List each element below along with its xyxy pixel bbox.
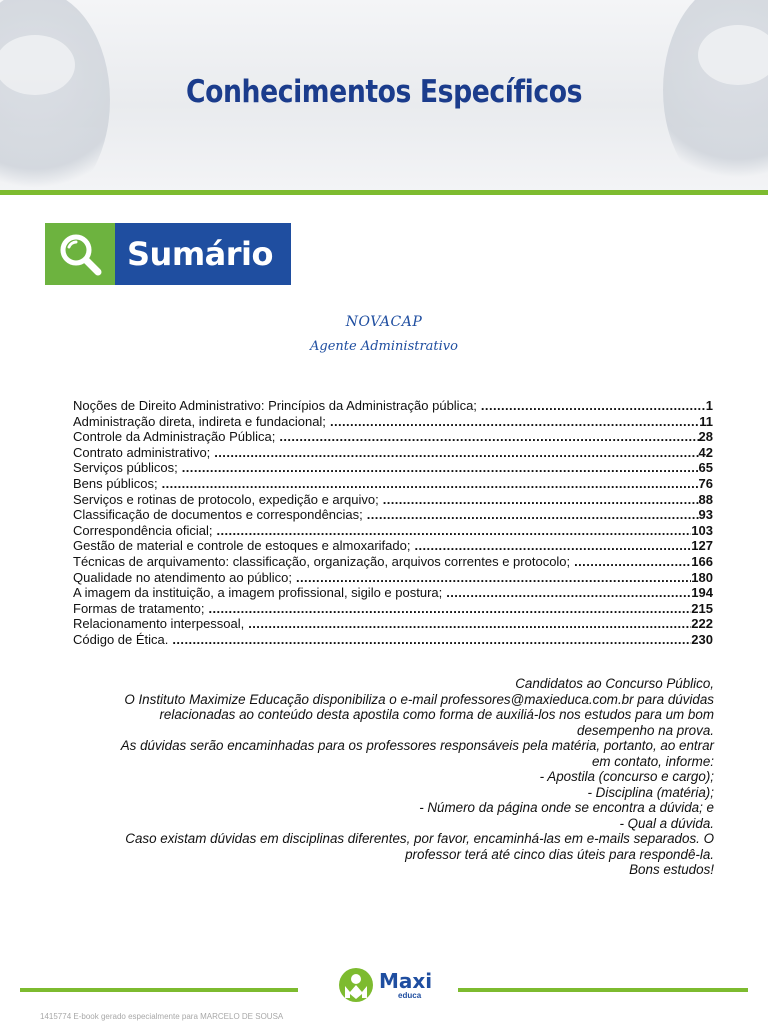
toc-leader-dots [214,445,698,461]
toc-item-page: 103 [691,522,713,538]
toc-leader-dots [574,554,691,570]
toc-item-title: Controle da Administração Pública; [73,429,276,445]
toc-item-page: 222 [691,616,713,632]
toc-leader-dots [383,492,699,508]
toc-item-page: 93 [698,507,713,523]
notice-line: Bons estudos! [629,862,714,877]
sumario-banner [45,223,291,285]
logo-wordmark [379,968,433,1000]
logo-subtext: educa [398,990,422,1000]
notice-line: - Apostila (concurso e cargo); [539,769,714,784]
toc-leader-dots [162,476,699,492]
candidate-notice [60,676,714,878]
header-divider [0,190,768,195]
toc-item-title: Técnicas de arquivamento: classificação, organização, arquivos correntes e protocolo; [73,553,571,569]
toc-item-title: Serviços e rotinas de protocolo, expedição e arquivo; [73,491,379,507]
toc-leader-dots [481,398,706,414]
toc-item-title: Relacionamento interpessoal, [73,616,245,632]
subtitle-organization: NOVACAP [345,314,423,330]
toc-leader-dots [172,632,691,648]
toc-item-title: Código de Ética. [73,631,169,647]
page-header [0,0,768,192]
notice-line: relacionadas ao conteúdo desta apostila como forma de auxiliá-los nos estudos para um bom [159,707,714,722]
notice-line: O Instituto Maximize Educação disponibiliza o e-mail professores@maxieduca.com.br para dúvidas [124,691,714,707]
notice-line: professor terá até cinco dias úteis para respondê-la. [405,846,714,862]
sumario-icon-box [45,223,115,285]
sumario-label: Sumário [115,223,291,285]
toc-item-page: 1 [705,398,713,413]
toc-leader-dots [446,585,691,601]
toc-item[interactable] [73,492,713,508]
toc-leader-dots [216,523,691,539]
toc-leader-dots [248,616,691,632]
toc-item-title: Bens públicos; [73,475,158,491]
toc-item-title: Noções de Direito Administrativo: Princípios da Administração pública; [73,398,477,413]
toc-item[interactable] [73,538,713,554]
toc-item-title: A imagem da instituição, a imagem profissional, sigilo e postura; [73,585,443,601]
toc-item-page: 42 [698,444,713,460]
notice-line: Caso existam dúvidas em disciplinas diferentes, por favor, encaminhá-las em e-mails separados. O [125,831,714,846]
notice-line: As dúvidas serão encaminhadas para os professores responsáveis pela matéria, portanto, ao entrar [120,738,714,753]
logo-name: Maxi [379,968,433,993]
footer-divider-right [458,988,748,992]
toc-item[interactable] [73,616,713,632]
notice-line: desempenho na prova. [577,722,714,738]
toc-item-title: Contrato administrativo; [73,444,211,460]
footer-divider-left [20,988,298,992]
toc-item-page: 166 [691,553,713,569]
toc-item-page: 230 [691,631,713,647]
toc-item-title: Correspondência oficial; [73,522,213,538]
toc-item-page: 194 [691,585,713,601]
toc-item-page: 28 [698,429,713,445]
toc-item-title: Serviços públicos; [73,460,178,476]
toc-item-page: 180 [691,569,713,585]
notice-line: - Disciplina (matéria); [587,784,714,800]
toc-item-title: Gestão de material e controle de estoques e almoxarifado; [73,538,411,554]
toc-item[interactable] [73,523,713,539]
toc-leader-dots [330,414,699,430]
toc-leader-dots [279,429,698,445]
table-of-contents [73,398,713,648]
toc-item[interactable] [73,460,713,476]
ebook-watermark: 1415774 E-book gerado especialmente para MARCELO DE SOUSA [40,1012,284,1021]
toc-item[interactable] [73,507,713,523]
notice-line: Candidatos ao Concurso Público, [515,676,714,691]
toc-item[interactable] [73,554,713,570]
toc-item[interactable] [73,570,713,586]
toc-leader-dots [367,507,699,523]
maxi-logo-icon [337,966,375,1004]
toc-item-title: Classificação de documentos e correspondências; [73,507,363,523]
toc-item[interactable] [73,445,713,461]
toc-item[interactable] [73,414,713,430]
toc-leader-dots [414,538,691,554]
toc-item-title: Formas de tratamento; [73,600,205,616]
toc-item-page: 65 [698,460,713,476]
toc-item[interactable] [73,398,713,414]
page-title: Conhecimentos Específicos [185,74,583,110]
toc-item[interactable] [73,429,713,445]
magnifier-icon [56,230,104,278]
toc-item[interactable] [73,632,713,648]
toc-item-page: 127 [691,538,713,554]
toc-leader-dots [182,460,699,476]
toc-item[interactable] [73,601,713,617]
toc-item[interactable] [73,585,713,601]
toc-item-page: 88 [698,491,713,507]
toc-item-page: 11 [699,413,713,429]
subtitle-position: Agente Administrativo [310,339,458,354]
notice-line: em contato, informe: [591,753,714,769]
toc-item[interactable] [73,476,713,492]
notice-line: - Número da página onde se encontra a dúvida; e [419,800,714,815]
toc-item-page: 76 [698,475,713,491]
toc-item-page: 215 [691,600,713,616]
toc-item-title: Administração direta, indireta e fundacional; [73,413,326,429]
toc-leader-dots [296,570,691,586]
notice-line: - Qual a dúvida. [619,815,714,831]
maxi-educa-logo [337,965,447,1005]
toc-item-title: Qualidade no atendimento ao público; [73,569,292,585]
toc-leader-dots [209,601,692,617]
